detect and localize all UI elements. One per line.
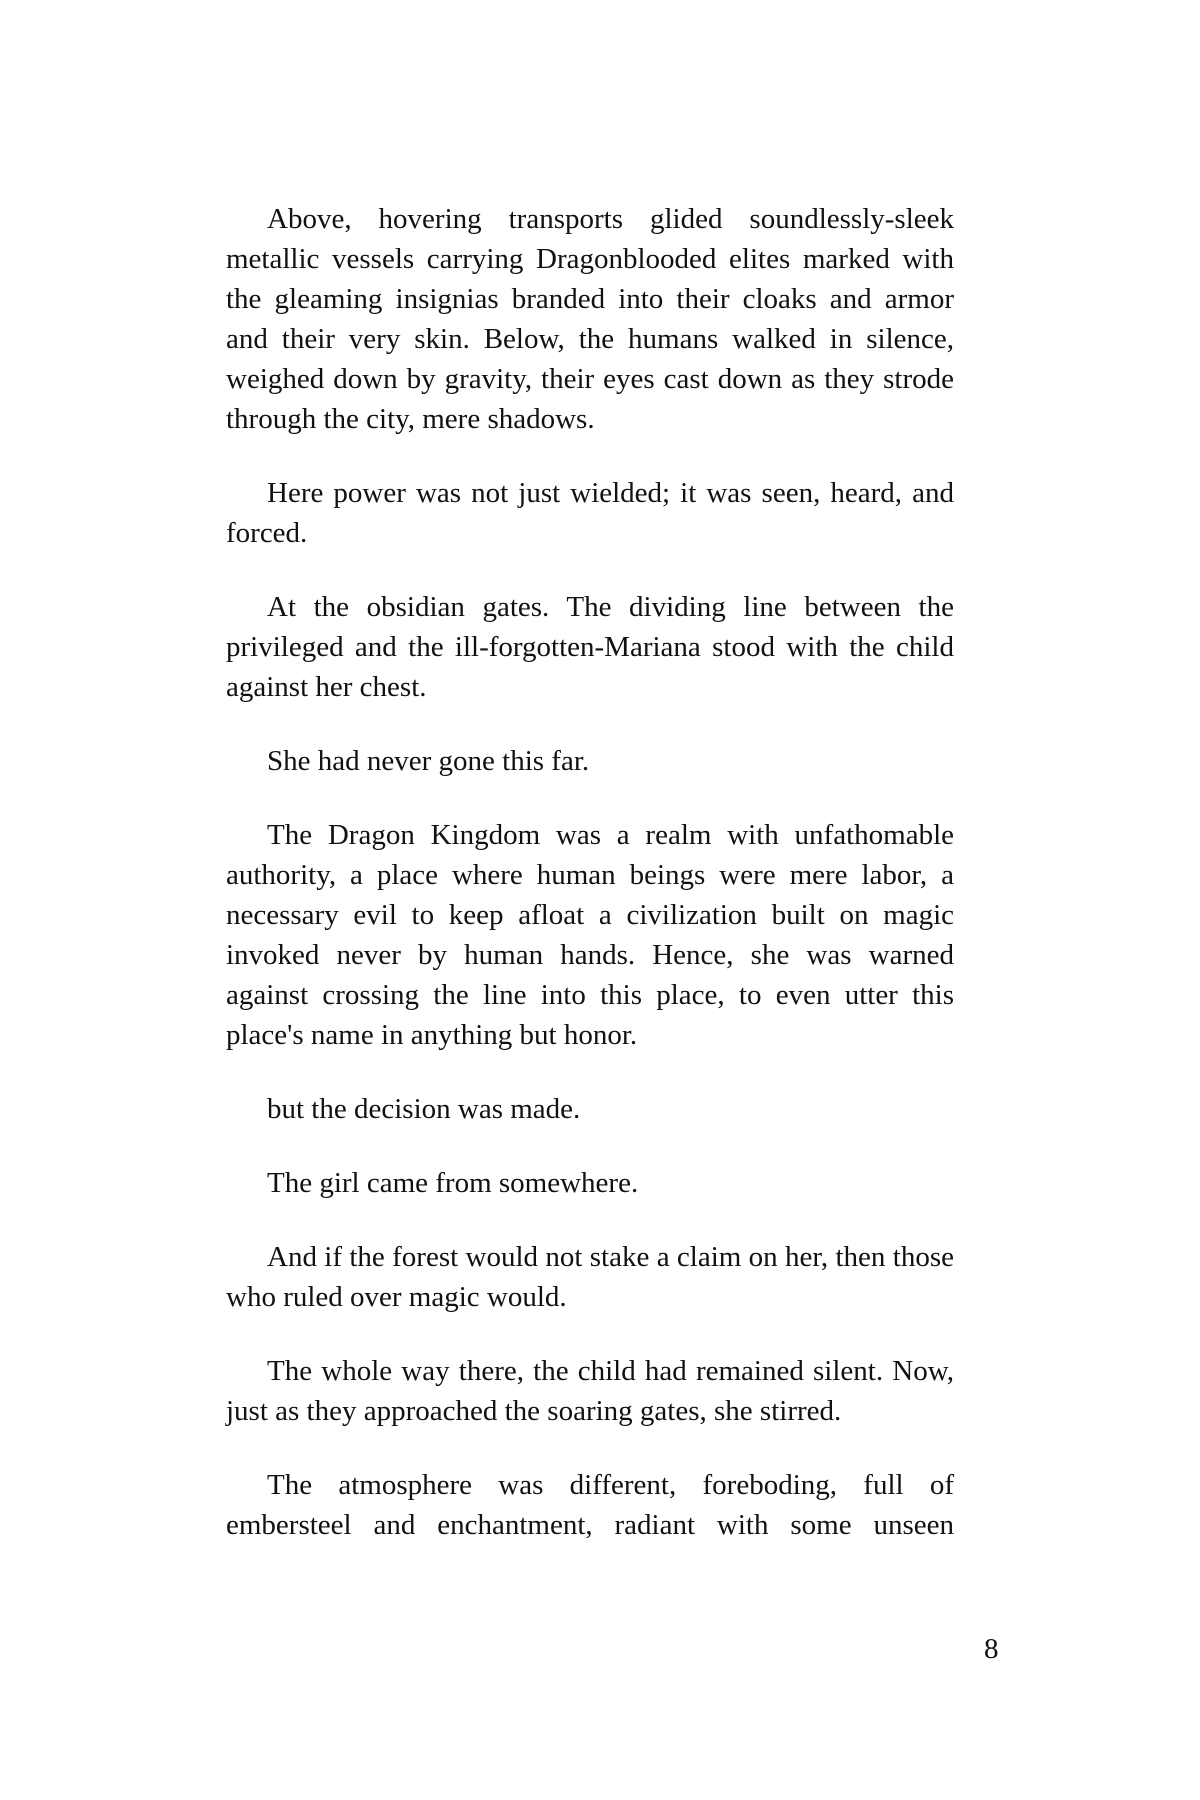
page-number: 8 — [984, 1633, 999, 1665]
paragraph-continued: The atmosphere was different, foreboding, full of embersteel and enchantment, radiant with some unseen — [226, 1469, 954, 1541]
paragraph: Above, hovering transports glided soundlessly-sleek metallic vessels carrying Dragonblooded elites marked with the gleaming insignias branded into their cloaks and armor and their very skin. Below, the humans walked in silence, weighed down by gravity, their eyes cast down as they strode through the city, mere shadows. — [226, 203, 954, 435]
paragraph: Here power was not just wielded; it was seen, heard, and forced. — [226, 477, 954, 549]
paragraph: The whole way there, the child had remained silent. Now, just as they approached the soaring gates, she stirred. — [226, 1355, 954, 1427]
paragraph: but the decision was made. — [267, 1093, 581, 1125]
paragraph: She had never gone this far. — [267, 745, 590, 777]
body-text — [226, 199, 954, 1579]
paragraph: And if the forest would not stake a claim on her, then those who ruled over magic would. — [226, 1241, 954, 1313]
paragraph: The Dragon Kingdom was a realm with unfathomable authority, a place where human beings were mere labor, a necessary evil to keep afloat a civilization built on magic invoked never by human hands. Hence, she was warned against crossing the line into this place, to even utter this place's name in anything but honor. — [226, 819, 954, 1051]
paragraph: At the obsidian gates. The dividing line between the privileged and the ill-forgotten-Mariana stood with the child against her chest. — [226, 591, 954, 703]
paragraph: The girl came from somewhere. — [267, 1167, 639, 1199]
